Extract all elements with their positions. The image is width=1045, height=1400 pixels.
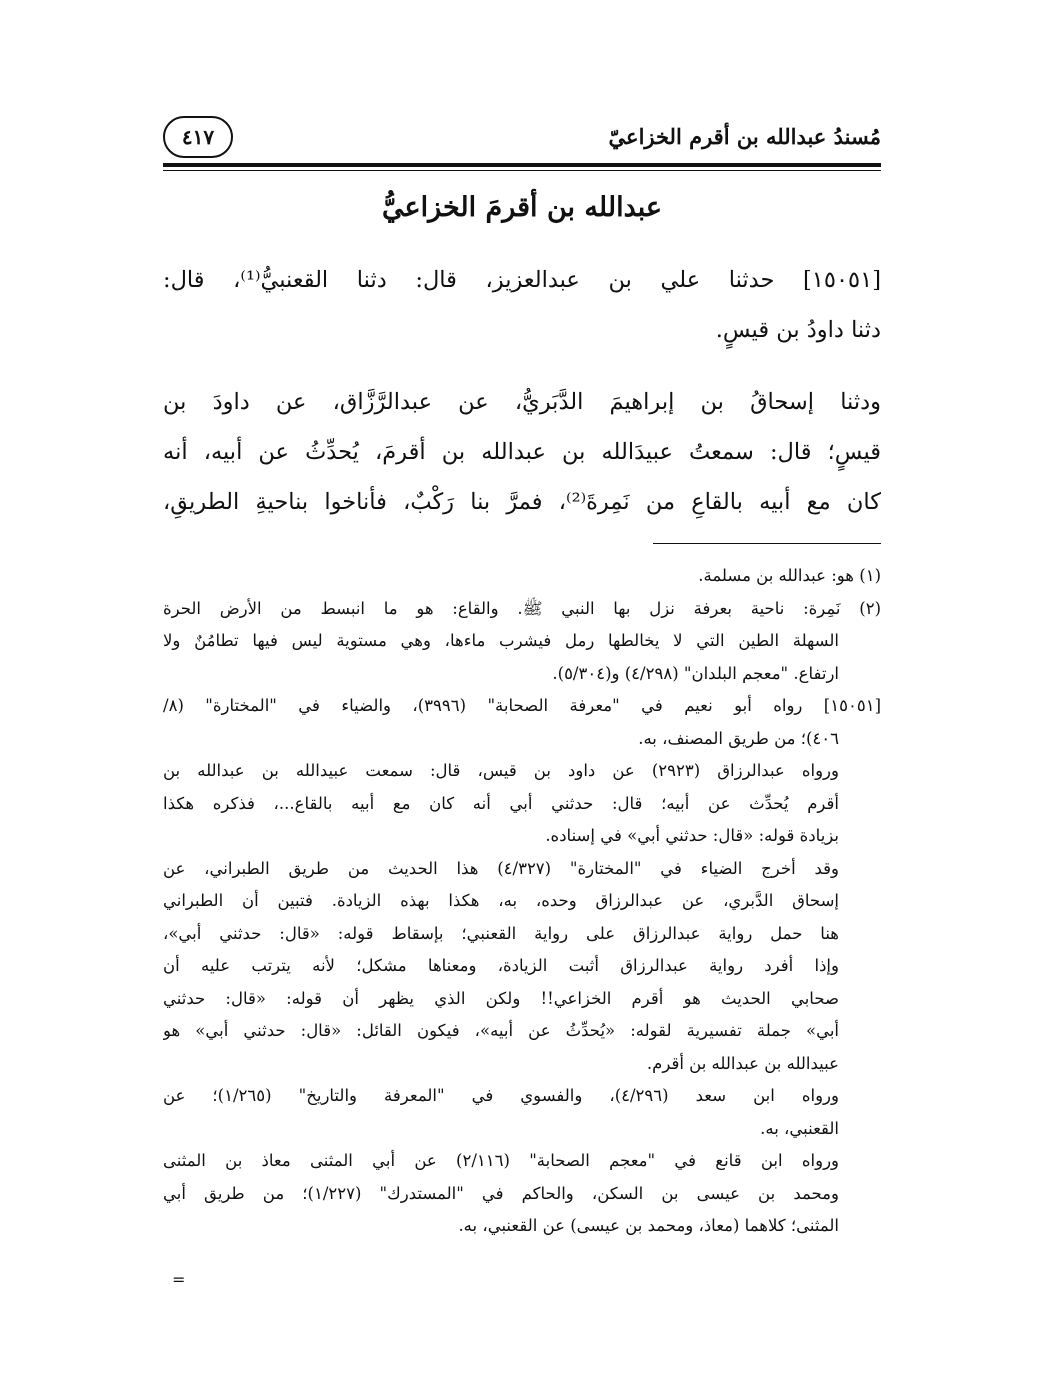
footnote-line: ورواه عبدالرزاق (٢٩٢٣) عن داود بن قيس، قال: سمعت عبيدالله بن عبدالله بن (163, 761, 839, 780)
footnote-line: المثنى؛ كلاهما (معاذ، ومحمد بن عيسى) عن القعنبي، به. (458, 1216, 839, 1235)
main-line: [١٥٠٥١] حدثنا علي بن عبدالعزيز، قال: دثنا القعنبيُّ⁽¹⁾، قال: (163, 267, 881, 293)
footnote-line: وإذا أفرد رواية عبدالرزاق أثبت الزيادة، ومعناها مشكل؛ لأنه يترتب عليه أن (163, 956, 839, 975)
main-text (163, 255, 881, 527)
main-line: ودثنا إسحاقُ بن إبراهيمَ الدَّبَريُّ، عن عبدالرَّزَّاق، عن داودَ بن (163, 389, 881, 415)
header-rule-thin (163, 170, 881, 171)
footnote-line: أقرم يُحدِّث عن أبيه؛ قال: حدثني أبي أنه كان مع أبيه بالقاع...، فذكره هكذا (163, 793, 839, 813)
footnote-line: إسحاق الدَّبري، عن عبدالرزاق وحده، به، هكذا بهذه الزيادة. فتبين أن الطبراني (163, 891, 839, 910)
footnote-line: القعنبي، به. (760, 1118, 839, 1138)
footnote-line: بزيادة قوله: «قال: حدثني أبي» في إسناده. (545, 826, 839, 845)
footnote-line: وقد أخرج الضياء في "المختارة" (٤/٣٢٧) هذا الحديث من طريق الطبراني، عن (163, 858, 839, 878)
footnote-line: ورواه ابن قانع في "معجم الصحابة" (٢/١١٦) عن أبي المثنى معاذ بن المثنى (163, 1151, 839, 1170)
footnote-line: [١٥٠٥١] رواه أبو نعيم في "معرفة الصحابة" (٣٩٩٦)، والضياء في "المختارة" (٨/ (163, 696, 881, 715)
main-line: كان مع أبيه بالقاعِ من نَمِرةَ⁽²⁾، فمرَّ بنا رَكْبٌ، فأناخوا بناحيةِ الطريقِ، (163, 489, 881, 515)
continuation-mark: = (172, 1270, 186, 1289)
footnote-line: (٢) نَمِرة: ناحية بعرفة نزل بها النبي ﷺ. والقاع: هو ما انبسط من الأرض الحرة (163, 598, 881, 618)
paragraph-gap (163, 355, 881, 377)
main-line: دثنا داودُ بن قيسٍ. (715, 317, 881, 343)
footnote-line: (١) هو: عبدالله بن مسلمة. (698, 566, 881, 585)
footnote-line: ٤٠٦)؛ من طريق المصنف، به. (638, 728, 839, 748)
page-header (163, 112, 881, 166)
footnote-divider (653, 543, 881, 544)
footnote-line: ومحمد بن عيسى بن السكن، والحاكم في "المستدرك" (١/٢٢٧)؛ من طريق أبي (163, 1183, 839, 1203)
footnote-line: ورواه ابن سعد (٤/٢٩٦)، والفسوي في "المعرفة والتاريخ" (١/٢٦٥)؛ عن (163, 1086, 839, 1105)
footnotes (163, 560, 881, 1243)
footnote-line: صحابي الحديث هو أقرم الخزاعي!! ولكن الذي يظهر أن قوله: «قال: حدثني (163, 988, 839, 1008)
main-line: قيسٍ؛ قال: سمعتُ عبيدَالله بن عبدالله بن أقرمَ، يُحدِّثُ عن أبيه، أنه (163, 439, 881, 465)
page-number-frame (163, 116, 233, 158)
footnote-line: أبي» جملة تفسيرية لقوله: «يُحدِّثُ عن أبيه»، فيكون القائل: «قال: حدثني أبي» هو (163, 1021, 839, 1040)
footnote-line: السهلة الطين التي لا يخالطها رمل فيشرب ماءها، وهي مستوية ليس فيها تطامُنٌ ولا (163, 631, 839, 650)
running-title: مُسندُ عبدالله بن أقرم الخزاعيّ (608, 124, 881, 149)
chapter-title: عبدالله بن أقرمَ الخزاعيُّ (381, 192, 663, 223)
header-rule-thick (163, 163, 881, 167)
footnote-line: ارتفاع. "معجم البلدان" (٤/٢٩٨) و(٥/٣٠٤). (552, 663, 839, 683)
page-number: ٤١٧ (181, 125, 215, 149)
footnote-line: هنا حمل رواية عبدالرزاق على رواية القعنبي؛ بإسقاط قوله: «قال: حدثني أبي»، (163, 923, 839, 943)
footnote-line: عبيدالله بن عبدالله بن أقرم. (646, 1053, 839, 1073)
